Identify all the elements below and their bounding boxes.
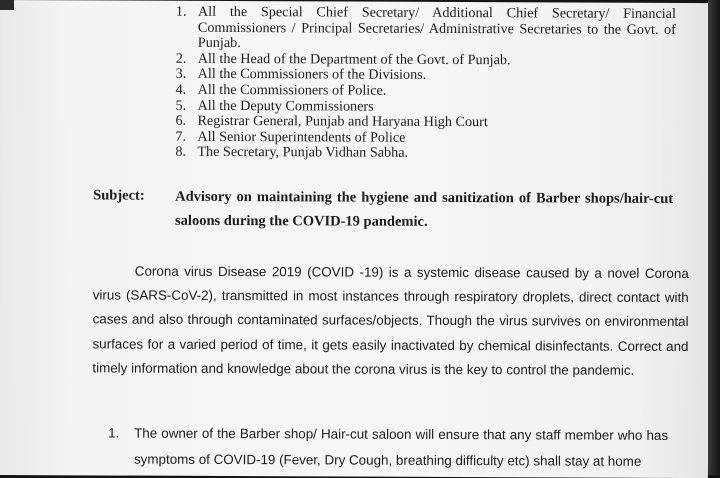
- addressee-list: [175, 5, 676, 163]
- addressee-number: 3.: [175, 66, 187, 83]
- addressee-number: 4.: [175, 81, 187, 98]
- addressee-number: 5.: [175, 97, 187, 114]
- point-text: The owner of the Barber shop/ Hair-cut saloon will ensure that any staff member who has symptoms of COVID-19 (Fever, Dry Cough, breathing difficulty etc) shall stay at home: [133, 425, 669, 469]
- addressee-text: All the Special Chief Secretary/ Additional Chief Secretary/ Financial Commissioners / Principal Secretaries/ Administrative Secretaries to the Govt. of Punjab.: [197, 3, 676, 52]
- subject-label: Subject:: [93, 187, 145, 204]
- addressee-text: All the Deputy Commissioners: [197, 97, 374, 115]
- addressee-item: [175, 145, 675, 163]
- addressee-text: All the Commissioners of Police.: [197, 81, 387, 99]
- scan-shadow-edge: [708, 0, 720, 475]
- addressee-item: [176, 5, 676, 54]
- addressee-number: 6.: [175, 112, 187, 129]
- addressee-text: All the Commissioners of the Divisions.: [197, 66, 427, 84]
- addressee-number: 7.: [175, 128, 187, 145]
- addressee-number: 1.: [175, 3, 187, 20]
- addressee-number: 8.: [175, 144, 187, 161]
- advisory-point: [108, 420, 668, 474]
- point-number: 1.: [108, 425, 120, 441]
- intro-paragraph: Corona virus Disease 2019 (COVID -19) is a systemic disease caused by a novel Corona virus (SARS-CoV-2), transmitted in most instances through respiratory droplets, direct contact with cases and also through contaminated surfaces/objects. Though the virus survives on environmental surfaces for a varied period of time, it gets easily inactivated by chemical disinfectants. Correct and timely information and knowledge about the corona virus is the key to control the pandemic.: [92, 263, 689, 378]
- addressee-text: Registrar General, Punjab and Haryana High Court: [197, 113, 488, 131]
- scan-shadow-corner: [0, 0, 14, 10]
- subject-text: Advisory on maintaining the hygiene and sanitization of Barber shops/hair-cut saloons during the COVID-19 pandemic.: [175, 188, 674, 230]
- addressee-text: All the Head of the Department of the Govt. of Punjab.: [197, 50, 511, 69]
- addressee-text: The Secretary, Punjab Vidhan Sabha.: [197, 144, 409, 162]
- addressee-text: All Senior Superintendents of Police: [197, 128, 406, 146]
- addressee-number: 2.: [175, 50, 187, 67]
